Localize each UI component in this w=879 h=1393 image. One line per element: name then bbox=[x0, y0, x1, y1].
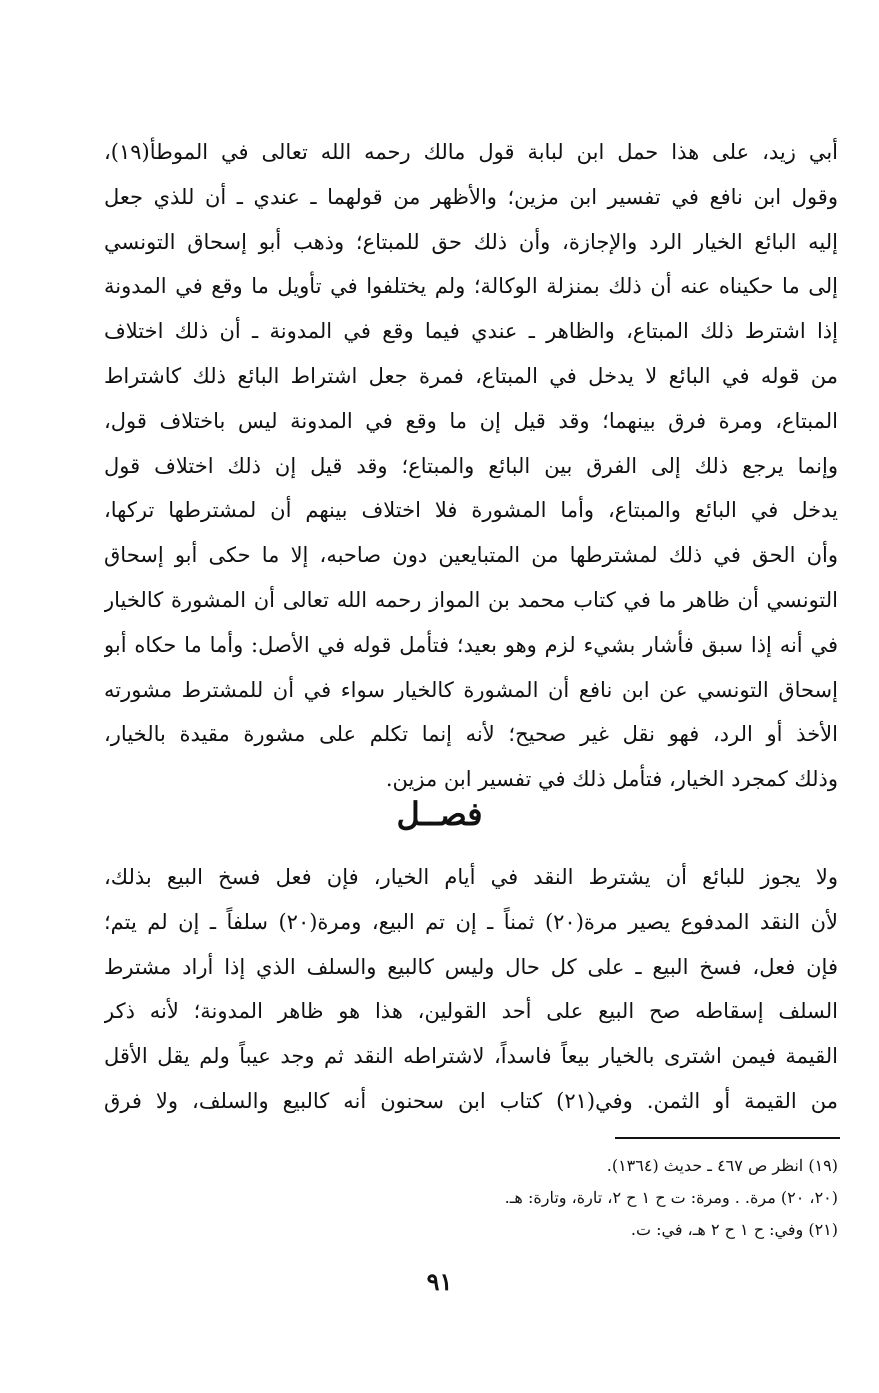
page-number: ٩١ bbox=[426, 1267, 453, 1296]
text-line: أبي زيد، على هذا حمل ابن لبابة قول مالك رحمه الله تعالى في الموطأ(١٩)، bbox=[104, 140, 838, 164]
text-line: التونسي أن ظاهر ما في كتاب محمد بن المواز رحمه الله تعالى أن المشورة كالخيار bbox=[104, 587, 838, 612]
text-line: وقول ابن نافع في تفسير ابن مزين؛ والأظهر من قولهما ـ عندي ـ أن للذي جعل bbox=[104, 184, 838, 209]
section-heading: فصــل bbox=[396, 795, 483, 833]
body-paragraph-2 bbox=[104, 855, 838, 1124]
text-line: إسحاق التونسي عن ابن نافع أن المشورة كالخيار سواء في أن للمشترط مشورته bbox=[104, 677, 838, 702]
footnote-separator bbox=[615, 1137, 840, 1139]
text-line: إليه البائع الخيار الرد والإجازة، وأن ذلك حق للمبتاع؛ وذهب أبو إسحاق التونسي bbox=[104, 229, 838, 254]
text-line: الأخذ أو الرد، فهو نقل غير صحيح؛ لأنه إنما تكلم على مشورة مقيدة بالخيار، bbox=[104, 722, 838, 747]
text-line: في أنه إذا سبق فأشار بشيء لزم وهو بعيد؛ فتأمل قوله في الأصل: وأما ما حكاه أبو bbox=[104, 632, 838, 657]
text-line: المبتاع، ومرة فرق بينهما؛ وقد قيل إن ما وقع في المدونة ليس باختلاف قول، bbox=[104, 408, 838, 433]
text-line: وأن الحق في ذلك لمشترطها من المتبايعين دون صاحبه، إلا ما حكى أبو إسحاق bbox=[104, 543, 838, 568]
text-line: يدخل في البائع والمبتاع، وأما المشورة فلا اختلاف بينهم أن لمشترطها تركها، bbox=[104, 498, 838, 523]
footnote: (٢٠، ٢٠) مرة. . ومرة: ت ح ١ ح ٢، تارة، وتارة: هـ. bbox=[504, 1188, 838, 1207]
footnote: (٢١) وفي: ح ١ ح ٢ هـ، في: ت. bbox=[630, 1220, 838, 1239]
footnotes bbox=[200, 1150, 838, 1246]
text-line: لأن النقد المدفوع يصير مرة(٢٠) ثمناً ـ إن تم البيع، ومرة(٢٠) سلفاً ـ إن لم يتم؛ bbox=[104, 909, 838, 934]
text-line: القيمة فيمن اشترى بالخيار بيعاً فاسداً، لاشتراطه النقد ثم وجد عيباً ولم يقل الأقل bbox=[104, 1044, 838, 1069]
text-line: فإن فعل، فسخ البيع ـ على كل حال وليس كالبيع والسلف الذي إذا أراد مشترط bbox=[104, 954, 838, 979]
text-line: من القيمة أو الثمن. وفي(٢١) كتاب ابن سحنون أنه كالبيع والسلف، ولا فرق bbox=[104, 1088, 838, 1113]
text-line: إلى ما حكيناه عنه أن ذلك بمنزلة الوكالة؛ ولم يختلفوا في تأويل ما وقع في المدونة bbox=[104, 274, 838, 299]
text-line: إذا اشترط ذلك المبتاع، والظاهر ـ عندي فيما وقع في المدونة ـ أن ذلك اختلاف bbox=[104, 319, 838, 344]
text-line: وإنما يرجع ذلك إلى الفرق بين البائع والمبتاع؛ وقد قيل إن ذلك اختلاف قول bbox=[104, 453, 838, 478]
footnote: (١٩) انظر ص ٤٦٧ ـ حديث (١٣٦٤). bbox=[606, 1156, 838, 1175]
text-line: ولا يجوز للبائع أن يشترط النقد في أيام الخيار، فإن فعل فسخ البيع بذلك، bbox=[104, 865, 838, 889]
text-line: السلف إسقاطه صح البيع على أحد القولين، هذا هو ظاهر المدونة؛ لأنه ذكر bbox=[104, 999, 838, 1024]
text-line: وذلك كمجرد الخيار، فتأمل ذلك في تفسير ابن مزين. bbox=[385, 767, 838, 792]
text-line: من قوله في البائع لا يدخل في المبتاع، فمرة جعل اشتراط البائع ذلك كاشتراط bbox=[104, 363, 838, 388]
body-paragraph-1 bbox=[104, 130, 838, 802]
